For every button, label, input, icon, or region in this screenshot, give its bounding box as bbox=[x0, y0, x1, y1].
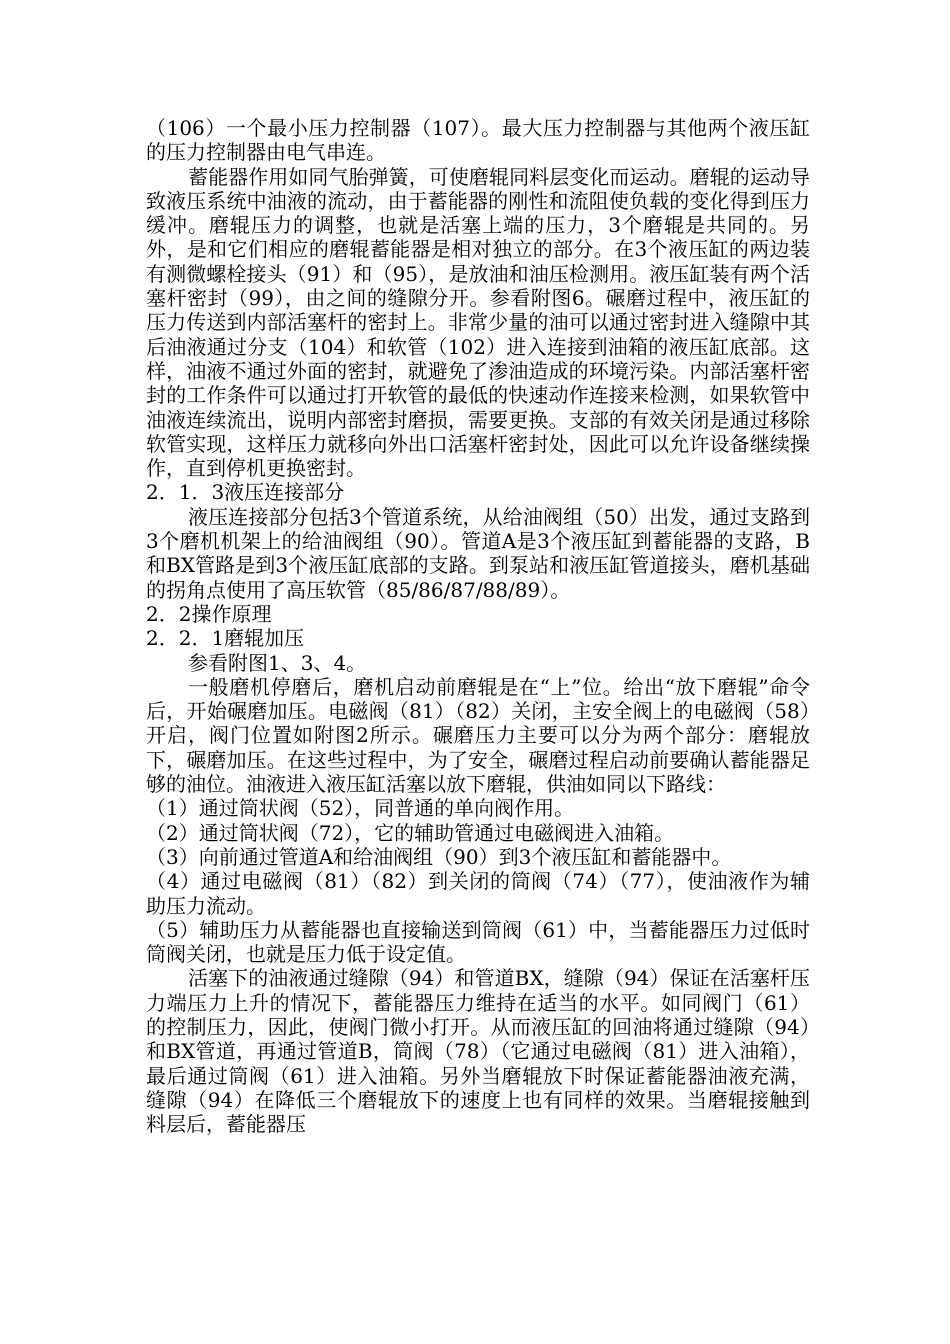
paragraph-accumulator-function: 蓄能器作用如同气胎弹簧，可使磨辊同料层变化而运动。磨辊的运动导致液压系统中油液的流动，由于蓄能器的刚性和流阻使负载的变化得到压力缓冲。磨辊压力的调整，也就是活塞上端的压力，3个磨辊是共同的。另外，是和它们相应的磨辊蓄能器是相对独立的部分。在3个液压缸的两边装有测微螺栓接头（91）和（95），是放油和油压检测用。液压缸装有两个活塞杆密封（99），由之间的缝隙分开。参看附图6。碾磨过程中，液压缸的压力传送到内部活塞杆的密封上。非常少量的油可以通过密封进入缝隙中其后油液通过分支（104）和软管（102）进入连接到油箱的液压缸底部。这样，油液不通过外面的密封，就避免了渗油造成的环境污染。内部活塞杆密封的工作条件可以通过打开软管的最低的快速动作连接来检测，如果软管中油液连续流出，说明内部密封磨损，需要更换。支部的有效关闭是通过移除软管实现，这样压力就移向外出口活塞杆密封处，因此可以允许设备继续操作，直到停机更换密封。 bbox=[146, 164, 810, 481]
paragraph-piston-oil-flow: 活塞下的油液通过缝隙（94）和管道BX，缝隙（94）保证在活塞杆压力端压力上升的情况下，蓄能器压力维持在适当的水平。如同阀门（61）的控制压力，因此，使阀门微小打开。从而液压缸的回油将通过缝隙（94）和BX管道，再通过管道B，筒阀（78）（它通过电磁阀（81）进入油箱），最后通过筒阀（61）进入油箱。另外当磨辊放下时保证蓄能器油液充满，缝隙（94）在降低三个磨辊放下的速度上也有同样的效果。当磨辊接触到料层后，蓄能器压 bbox=[146, 966, 810, 1137]
paragraph-see-figures: 参看附图1、3、4。 bbox=[188, 650, 367, 675]
paragraph-hydraulic-connection: 液压连接部分包括3个管道系统，从给油阀组（50）出发，通过支路到3个磨机机架上的给油阀组（90）。管道A是3个液压缸到蓄能器的支路，B和BX管路是到3个液压缸底部的支路。到泵站和液压缸管道接头，磨机基础的拐角点使用了高压软管（85/86/87/88/89）。 bbox=[146, 504, 810, 602]
paragraph-pressure-controllers: （106）一个最小压力控制器（107）。最大压力控制器与其他两个液压缸的压力控制器由电气串连。 bbox=[146, 116, 810, 165]
list-item-4: （4）通过电磁阀（81）（82）到关闭的筒阀（74）（77），使油液作为辅助压力流动。 bbox=[146, 869, 810, 918]
section-heading-operating-principle: 2．2操作原理 bbox=[146, 601, 272, 626]
section-heading-hydraulic-connection: 2．1．3液压连接部分 bbox=[146, 480, 345, 505]
list-item-3: （3）向前通过管道A和给油阀组（90）到3个液压缸和蓄能器中。 bbox=[146, 844, 732, 869]
list-item-2: （2）通过筒状阀（72），它的辅助管通过电磁阀进入油箱。 bbox=[146, 820, 675, 845]
list-item-1: （1）通过筒状阀（52），同普通的单向阀作用。 bbox=[146, 796, 575, 821]
document-page bbox=[146, 116, 810, 1136]
paragraph-roller-lowering: 一般磨机停磨后，磨机启动前磨辊是在“上”位。给出“放下磨辊”命令后，开始碾磨加压。电磁阀（81）（82）关闭，主安全阀上的电磁阀（58）开启，阀门位置如附图2所示。碾磨压力主要可以分为两个部分：磨辊放下，碾磨加压。在这些过程中，为了安全，碾磨过程启动前要确认蓄能器足够的油位。油液进入液压缸活塞以放下磨辊，供油如同以下路线： bbox=[146, 674, 810, 797]
list-item-5: （5）辅助压力从蓄能器也直接输送到筒阀（61）中，当蓄能器压力过低时筒阀关闭，也就是压力低于设定值。 bbox=[146, 917, 810, 967]
section-heading-roller-pressurization: 2．2．1磨辊加压 bbox=[146, 626, 305, 651]
